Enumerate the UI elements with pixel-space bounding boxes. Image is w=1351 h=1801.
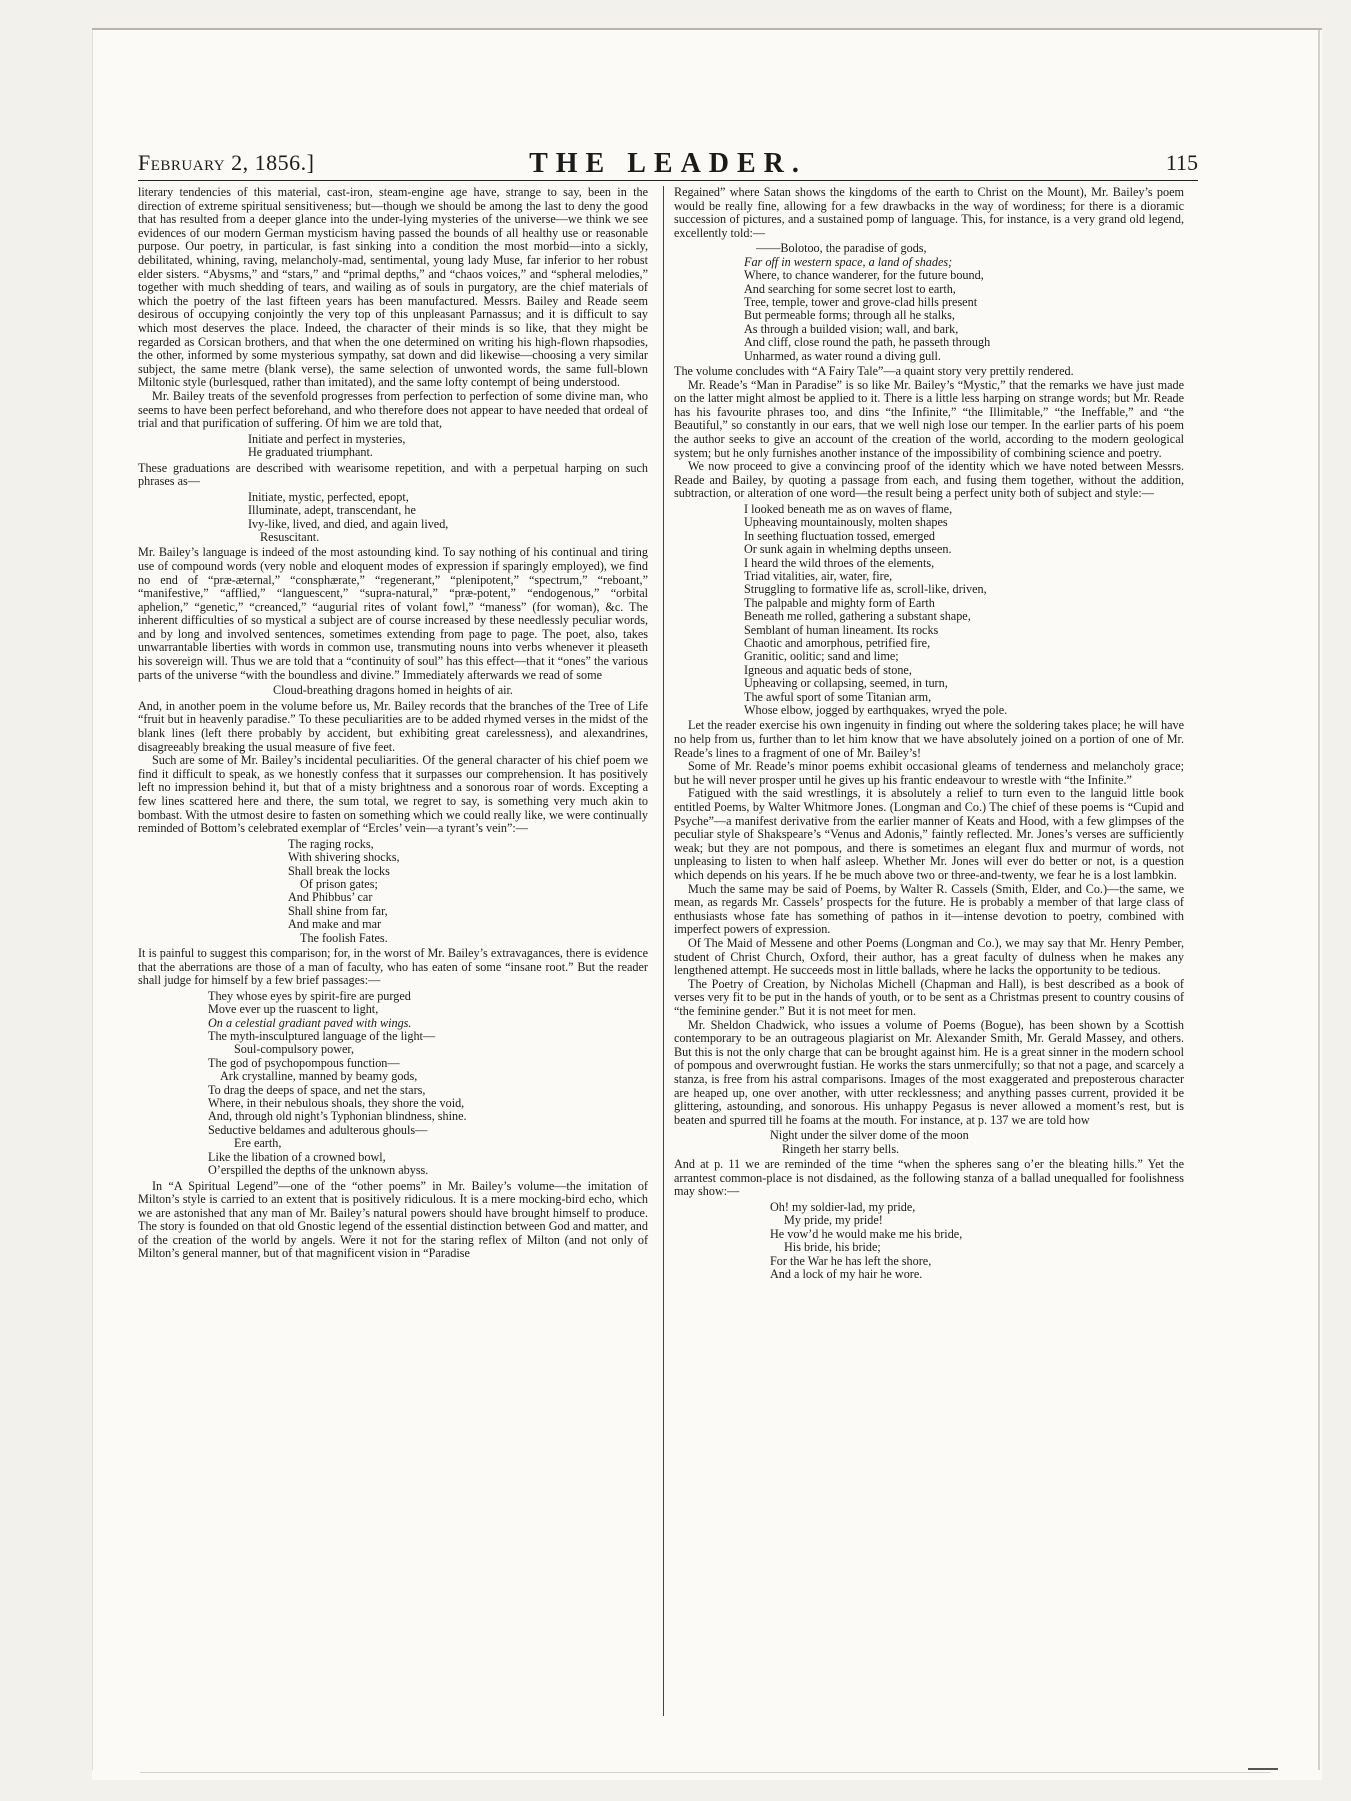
verse-line: The foolish Fates. [300, 930, 388, 945]
verse-quote [674, 1201, 1184, 1281]
paragraph: The volume concludes with “A Fairy Tale”—a quaint story very prettily rendered. [674, 364, 1074, 379]
verse-line: Whose elbow, jogged by earthquakes, wryed the pole. [744, 703, 1008, 718]
page-edge [92, 28, 1322, 30]
paragraph: The Poetry of Creation, by Nicholas Michell (Chapman and Hall), is best described as a book of verses very fit to be put in the hands of youth, or to be sent as a Christmas present to country cousins of “the feminine gender.” But it is not meet for men. [674, 976, 1184, 1018]
verse-line: And cliff, close round the path, he passeth through [744, 335, 991, 350]
verse-line: Or sunk again in whelming depths unseen. [744, 542, 952, 557]
page-bottom-edge [140, 1772, 1270, 1773]
verse-line: For the War he has left the shore, [770, 1253, 932, 1268]
right-column [674, 186, 1184, 1283]
paragraph: Some of Mr. Reade’s minor poems exhibit occasional gleams of tenderness and melancholy grace; but he will never prosper until he gives up his frantic endeavour to wrestle with “the Infinite.” [674, 759, 1184, 787]
verse-line: The palpable and mighty form of Earth [744, 595, 935, 610]
page-edge-left [92, 30, 93, 1770]
verse-line: Semblant of human lineament. Its rocks [744, 622, 939, 637]
verse-line: My pride, my pride! [784, 1213, 883, 1228]
verse-line: The awful sport of some Titanian arm, [744, 689, 932, 704]
verse-quote: Cloud-breathing dragons homed in heights of air. [273, 683, 513, 698]
verse-line: The myth-insculptured language of the light— [208, 1029, 436, 1044]
paragraph: Regained” where Satan shows the kingdoms of the earth to Christ on the Mount), Mr. Bailey’s poem would be really fine, allowing for a few drawbacks in the way of wordiness; for there is a dioramic succession of pictures, and a sustained pomp of language. This, for instance, is a very grand old legend, excellently told:— [674, 185, 1184, 240]
verse-line: Seductive beldames and adulterous ghouls— [208, 1122, 428, 1137]
verse-line: Shall break the locks [288, 863, 390, 878]
verse-line: Struggling to formative life as, scroll-like, driven, [744, 582, 987, 597]
paragraph: Of The Maid of Messene and other Poems (Longman and Co.), we may say that Mr. Henry Pember, student of Christ Church, Oxford, their author, has a great faculty of dulness when he makes any lengthened attempt. He succeeds most in little ballads, where he lacks the opportunity to be tedious. [674, 935, 1184, 978]
verse-line: And, through old night’s Typhonian blindness, shine. [208, 1109, 467, 1124]
verse-line: He graduated triumphant. [248, 445, 373, 460]
verse-line: The god of psychopompous function— [208, 1055, 400, 1070]
verse-line: Unharmed, as water round a diving gull. [744, 348, 941, 363]
paragraph: Much the same may be said of Poems, by Walter R. Cassels (Smith, Elder, and Co.)—the same, we mean, as regards Mr. Cassels’ prospects for the future. He is probably a member of that large class of enthusiasts whose fate has something of pathos in it—intense devotion to poetry, combined with imperfect powers of expression. [674, 881, 1184, 937]
paragraph: Mr. Reade’s “Man in Paradise” is so like Mr. Bailey’s “Mystic,” that the remarks we have just made on the latter might almost be applied to it. There is a little less harping on strange words; but Mr. Reade has his favourite phrases too, and dins “the Infinite,” “the Illimitable,” “the Ineffable,” and “the Beautiful,” so constantly in our ears, that we well nigh lose our temper. In the earlier parts of his poem the author seeks to give an account of the creation of the world, according to the modern geological system; but he only furnishes another instance of the impossibility of combining science and poetry. [674, 377, 1184, 460]
verse-line: Of prison gates; [300, 877, 378, 891]
paragraph: And, in another poem in the volume before us, Mr. Bailey records that the branches of the Tree of Life “fruit but in heavenly paradise.” To these peculiarities are to be added rhymed verses in the midst of the blank lines (left there probably by accident, but exhibiting great carelessness), and alexandrines, disagreeably breaking the usual measure of five feet. [138, 698, 648, 754]
verse-line: And Phibbus’ car [288, 890, 373, 905]
left-column [138, 186, 648, 1261]
verse-line: But permeable forms; through all he stalks, [744, 308, 955, 323]
paragraph: We now proceed to give a convincing proof of the identity which we have noted between Messrs. Reade and Bailey, by quoting a passage from each, and fusing them together, without the addition, subtraction, or alteration of one word—the result being a perfect unity both of subject and style:— [674, 459, 1184, 501]
verse-quote [674, 1129, 1184, 1156]
verse-line: To drag the deeps of space, and net the stars, [208, 1082, 426, 1097]
verse-quote [138, 838, 648, 945]
verse-quote [138, 491, 648, 545]
verse-line: I heard the wild throes of the elements, [744, 555, 935, 570]
verse-line: Granitic, oolitic; sand and lime; [744, 649, 899, 664]
verse-line: And searching for some secret lost to earth, [744, 281, 956, 296]
verse-line: Beneath me rolled, gathering a substant shape, [744, 609, 971, 624]
verse-line: Oh! my soldier-lad, my pride, [770, 1199, 916, 1214]
verse-line: Initiate and perfect in mysteries, [248, 431, 406, 446]
verse-quote [674, 503, 1184, 718]
verse-quote [138, 433, 648, 460]
verse-line: With shivering shocks, [288, 850, 400, 865]
issue-date: February 2, 1856.] [138, 150, 315, 175]
verse-line: On a celestial gradiant paved with wings. [208, 1015, 412, 1030]
page-number: 115 [1165, 150, 1198, 175]
paragraph: In “A Spiritual Legend”—one of the “other poems” in Mr. Bailey’s volume—the imitation of Milton’s style is carried to an extent that is positively ridiculous. It is a mere mocking-bird echo, which we are astonished that any man of Mr. Bailey’s natural powers should have brought himself to produce. The story is founded on that old Gnostic legend of the essential distinction between God and matter, and of the creation of the world by angels. Were it not for the staring reflex of Milton (and not only of Milton’s general manner, but of that magnificent vision in “Paradise [138, 1178, 648, 1261]
verse-line: The raging rocks, [288, 836, 374, 851]
verse-line: His bride, his bride; [784, 1240, 881, 1255]
verse-line: Resuscitant. [260, 529, 320, 544]
verse-line: Ivy-like, lived, and died, and again lived, [248, 516, 449, 531]
verse-line: Far off in western space, a land of shades; [744, 254, 953, 269]
verse-line: Where, to chance wanderer, for the future bound, [744, 268, 984, 283]
verse-line: Shall shine from far, [288, 903, 388, 918]
verse-line: Night under the silver dome of the moon [770, 1128, 969, 1143]
verse-line: Like the libation of a crowned bowl, [208, 1149, 386, 1164]
paragraph: Let the reader exercise his own ingenuity in finding out where the soldering takes place; he will have no help from us, further than to let him know that we have absolutely joined on a portion of one of Mr. Reade’s lines to a fragment of one of Mr. Bailey’s! [674, 718, 1184, 760]
verse-line: They whose eyes by spirit-fire are purged [208, 988, 411, 1003]
verse-line: Igneous and aquatic beds of stone, [744, 662, 912, 677]
verse-line: Chaotic and amorphous, petrified fire, [744, 636, 931, 651]
verse-line: Ere earth, [234, 1136, 282, 1151]
verse-line: I looked beneath me as on waves of flame, [744, 501, 953, 516]
paragraph: Mr. Bailey treats of the sevenfold progresses from perfection to perfection of some divine man, who seems to have been perfect beforehand, and who therefore does not appear to have needed that ordeal of trial and that purification of suffering. Of him we are told that, [138, 388, 648, 431]
verse-line: Ark crystalline, manned by beamy gods, [220, 1069, 418, 1084]
column-rule [663, 186, 664, 1716]
paragraph: These graduations are described with wearisome repetition, and with a perpetual harping on such phrases as— [138, 460, 648, 489]
verse-line: Upheaving or collapsing, seemed, in turn, [744, 676, 948, 691]
verse-quote [674, 242, 1184, 363]
verse-line: And make and mar [288, 917, 382, 932]
verse-line: Illuminate, adept, transcendant, he [248, 503, 416, 518]
newspaper-title: THE LEADER. [529, 148, 807, 179]
paragraph: Mr. Sheldon Chadwick, who issues a volume of Poems (Bogue), has been shown by a Scottish contemporary to be an outrageous plagiarist on Mr. Alexander Smith, Mr. Gerald Massey, and others. But this is not the only charge that can be brought against him. He is a great sinner in the modern school of pompous and overwrought fustian. He works the stars unmercifully; so that not a page, and scarcely a stanza, is free from his astral comparisons. Images of the most exaggerated and preposterous character are heaped up, one over another, with utter recklessness; and anything passes current, provided it be glittering, astounding, and sonorous. His unhappy Pegasus is never allowed a moment’s rest, but is beaten and spurred till he foams at the mouth. For instance, at p. 137 we are told how [674, 1017, 1184, 1127]
verse-quote [138, 990, 648, 1178]
verse-line: And a lock of my hair he wore. [770, 1266, 923, 1281]
verse-line: O’erspilled the depths of the unknown abyss. [208, 1163, 429, 1178]
paragraph: Fatigued with the said wrestlings, it is absolutely a relief to turn even to the languid little book entitled Poems, by Walter Whitmore Jones. (Longman and Co.) The chief of these poems is “Cupid and Psyche”—a manifest derivative from the earlier manner of Keats and Hood, with a few glimpses of the peculiar style of Shakspeare’s “Venus and Adonis,” faintly reflected. Mr. Jones’s verses are sufficiently weak; but they are not pompous, and there is sometimes an elegant flux and murmur of words, not unpleasing to listen to when half asleep. Whether Mr. Jones will ever do better or not, is a question which depends on his years. If he be much above two or three-and-twenty, we fear he is a lost lambkin. [674, 786, 1184, 882]
page-fold [1318, 30, 1320, 1770]
verse-line: Upheaving mountainously, molten shapes [744, 515, 948, 530]
verse-line: ——Bolotoo, the paradise of gods, [756, 241, 927, 256]
paragraph: literary tendencies of this material, cast-iron, steam-engine age have, strange to say, been in the direction of extreme spiritual sensitiveness; but—though we should be among the last to deny the good that has resulted from a deeper glance into the under-lying mysteries of the universe—we think we see evidences of our modern German mysticism having passed the bounds of all healthy use or reasonable purpose. Our poetry, in particular, is fast sinking into a condition the most morbid—into a sickly, debilitated, whining, raving, melancholy-mad, sentimental, young lady Muse, far inferior to her robust elder sisters. “Abysms,” and “stars,” and “primal depths,” and “chaos voices,” and “spheral melodies,” together with much shedding of tears, and wailing as of souls in purgatory, are the chief materials of which the poetry of the last fifteen years has been manufactured. Messrs. Bailey and Reade seem desirous of occupying conjointly the very top of this unpleasant Parnassus; and it is difficult to say which most deserves the place. Indeed, the character of their minds is so like, that they might be regarded as Corsican brothers, and that when the one determined on writing his high-flown rhapsodies, the other, informed by some mysterious sympathy, sat down and did likewise—choosing a very similar subject, the same metre (blank verse), the same selection of unwonted words, the same full-blown Miltonic style (burlesqued, rather than imitated), and the same lofty contempt of being understood. [138, 185, 648, 390]
verse-line: Tree, temple, tower and grove-clad hills present [744, 295, 978, 309]
printer-mark [1248, 1768, 1278, 1770]
paragraph: It is painful to suggest this comparison; for, in the worst of Mr. Bailey’s extravagances, there is evidence that the aberrations are those of a man of faculty, who has eaten of some “insane root.” But the reader shall judge for himself by a few brief passages:— [138, 946, 648, 988]
verse-line: Move ever up the ruascent to light, [208, 1002, 379, 1017]
verse-line: Initiate, mystic, perfected, epopt, [248, 489, 409, 504]
verse-line: Ringeth her starry bells. [782, 1141, 900, 1156]
verse-line: Triad vitalities, air, water, fire, [744, 569, 893, 583]
verse-line: He vow’d he would make me his bride, [770, 1226, 963, 1241]
verse-line: Where, in their nebulous shoals, they shore the void, [208, 1096, 465, 1111]
verse-line: In seething fluctuation tossed, emerged [744, 528, 936, 543]
paragraph: Mr. Bailey’s language is indeed of the most astounding kind. To say nothing of his continual and tiring use of compound words (very noble and eloquent modes of expression if sparingly employed), we find no end of “præ-æternal,” “consphærate,” “regenerant,” “plenipotent,” “spectrum,” “reboant,” “manifestive,” “afflied,” “languescent,” “supra-natural,” “præ-potent,” “endogenous,” “orbital aphelion,” “genetic,” “creanced,” “augurial rites of volant fowl,” “maness” (for woman), &c. The inherent difficulties of so mystical a subject are of course increased by these needlessly peculiar words, and by long and involved sentences, sometimes extending from page to page. The poet, also, takes unwarrantable liberties with words in common use, transmuting nouns into verbs whenever it pleaseth his sovereign will. Thus we are told that a “continuity of soul” has this effect—that it “ones” the various parts of the universe “with the boundless and divine.” Immediately afterwards we read of some [138, 545, 648, 682]
running-head [138, 150, 1198, 181]
paragraph: Such are some of Mr. Bailey’s incidental peculiarities. Of the general character of his chief poem we find it difficult to speak, as we honestly confess that it surpasses our comprehension. It has positively left no impression behind it, but that of a misty brightness and a sonorous roar of words. Excepting a few lines scattered here and there, the sum total, we regret to say, is something very much akin to bombast. With the utmost desire to fasten on something which we could really like, we were continually reminded of Bottom’s celebrated exemplar of “Ercles’ vein—a tyrant’s vein”:— [138, 753, 648, 836]
paragraph: And at p. 11 we are reminded of the time “when the spheres sang o’er the bleating hills.” Yet the arrantest common-place is not disdained, as the following stanza of a ballad unequalled for foolishness may show:— [674, 1157, 1184, 1199]
verse-line: As through a builded vision; wall, and bark, [744, 321, 959, 336]
verse-line: Soul-compulsory power, [234, 1042, 355, 1057]
